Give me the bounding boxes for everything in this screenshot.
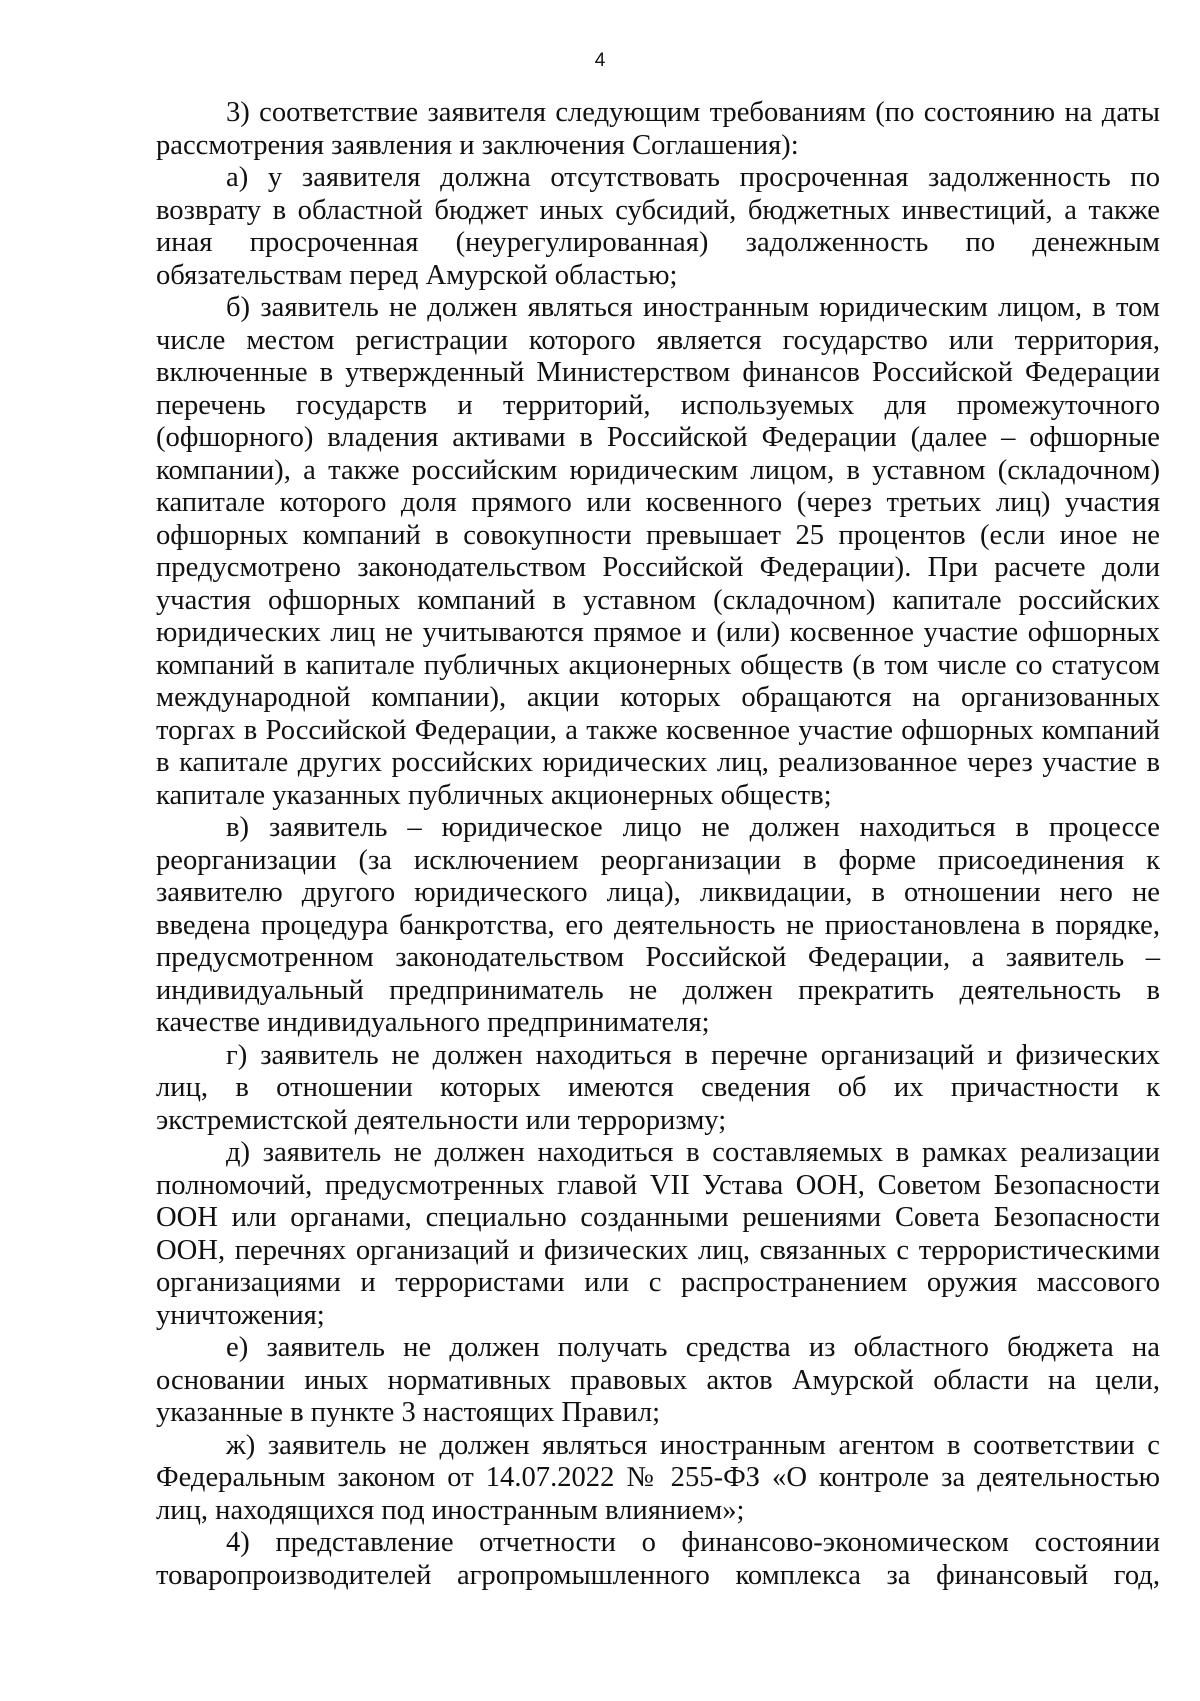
paragraph-item-4: 4) представление отчетности о финансово-экономическом состоянии товаропроизводителей агропромышленного комплекса за финансовый год,	[156, 1527, 1160, 1591]
paragraph-subitem-e: е) заявитель не должен получать средства из областного бюджета на основании иных нормативных правовых актов Амурской области на цели, указанные в пункте 3 настоящих Правил;	[156, 1332, 1160, 1428]
paragraph-subitem-a: а) у заявителя должна отсутствовать просроченная задолженность по возврату в областной бюджет иных субсидий, бюджетных инвестиций, а также иная просроченная (неурегулированная) задолженность по денежным обязательствам перед Амурской областью;	[156, 162, 1160, 291]
paragraph-item-3: 3) соответствие заявителя следующим требованиям (по состоянию на даты рассмотрения заявления и заключения Соглашения):	[156, 97, 1160, 161]
paragraph-subitem-zh: ж) заявитель не должен являться иностранным агентом в соответствии с Федеральным законом от 14.07.2022 № 255-ФЗ «О контроле за деятельностью лиц, находящихся под иностранным влиянием»;	[156, 1429, 1160, 1526]
paragraph-subitem-b: б) заявитель не должен являться иностранным юридическим лицом, в том числе местом регистрации которого является государство или территория, включенные в утвержденный Министерством финансов Российской Федерации перечень государств и территорий, используемых для промежуточного (офшорного) владения активами в Российской Федерации (далее – офшорные компании), а также российским юридическим лицом, в уставном (складочном) капитале которого доля прямого или косвенного (через третьих лиц) участия офшорных компаний в совокупности превышает 25 процентов (если иное не предусмотрено законодательством Российской Федерации). При расчете доли участия офшорных компаний в уставном (складочном) капитале российских юридических лиц не учитываются прямое и (или) косвенное участие офшорных компаний в капитале публичных акционерных обществ (в том числе со статусом международной компании), акции которых обращаются на организованных торгах в Российской Федерации, а также косвенное участие офшорных компаний в капитале других российских юридических лиц, реализованное через участие в капитале указанных публичных акционерных обществ;	[156, 292, 1160, 811]
paragraph-subitem-d: д) заявитель не должен находиться в составляемых в рамках реализации полномочий, предусмотренных главой VII Устава ООН, Советом Безопасности ООН или органами, специально созданными решениями Совета Безопасности ООН, перечнях организаций и физических лиц, связанных с террористическими организациями и террористами или с распространением оружия массового уничтожения;	[156, 1137, 1160, 1331]
page-number: 4	[594, 50, 606, 71]
paragraph-subitem-v: в) заявитель – юридическое лицо не должен находиться в процессе реорганизации (за исключением реорганизации в форме присоединения к заявителю другого юридического лица), ликвидации, в отношении него не введена процедура банкротства, его деятельность не приостановлена в порядке, предусмотренном законодательством Российской Федерации, а заявитель – индивидуальный предприниматель не должен прекратить деятельность в качестве индивидуального предпринимателя;	[156, 812, 1160, 1038]
document-body	[156, 97, 1160, 1592]
paragraph-subitem-g: г) заявитель не должен находиться в перечне организаций и физических лиц, в отношении которых имеются сведения об их причастности к экстремистской деятельности или терроризму;	[156, 1039, 1160, 1136]
